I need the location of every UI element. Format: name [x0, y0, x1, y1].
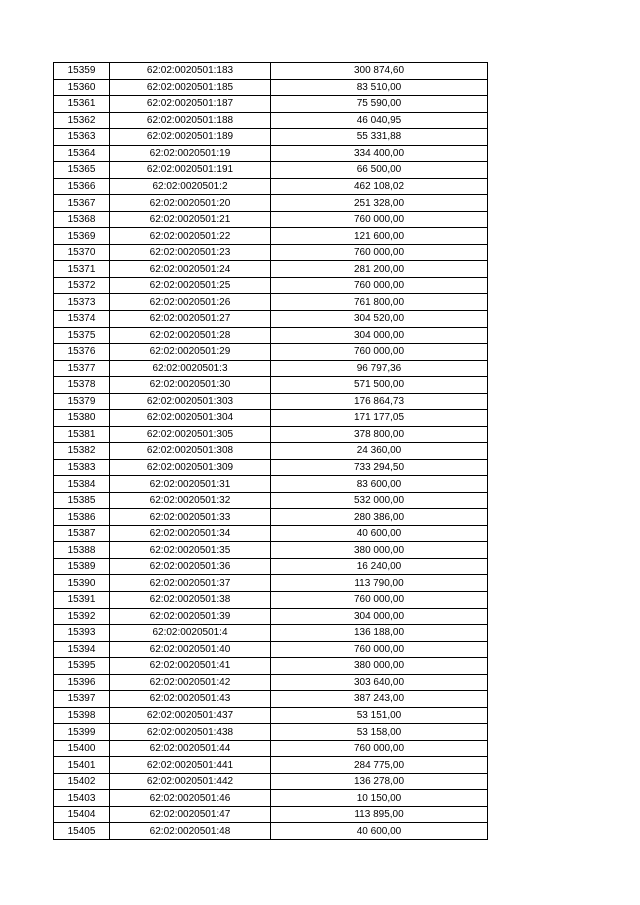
table-row	[54, 806, 488, 823]
table-row	[54, 790, 488, 807]
cadastral-value-cell: 303 640,00	[271, 674, 488, 691]
cadastral-value-cell: 83 510,00	[271, 79, 488, 96]
table-row	[54, 145, 488, 162]
row-number-cell: 15380	[54, 410, 110, 427]
table-row	[54, 244, 488, 261]
table-row	[54, 558, 488, 575]
table-row	[54, 294, 488, 311]
cadastral-number-cell: 62:02:0020501:183	[110, 63, 271, 80]
row-number-cell: 15381	[54, 426, 110, 443]
table-row	[54, 674, 488, 691]
cadastral-value-cell: 75 590,00	[271, 96, 488, 113]
cadastral-number-cell: 62:02:0020501:4	[110, 625, 271, 642]
cadastral-number-cell: 62:02:0020501:34	[110, 525, 271, 542]
cadastral-value-cell: 733 294,50	[271, 459, 488, 476]
row-number-cell: 15368	[54, 211, 110, 228]
row-number-cell: 15374	[54, 310, 110, 327]
cadastral-number-cell: 62:02:0020501:42	[110, 674, 271, 691]
row-number-cell: 15403	[54, 790, 110, 807]
cadastral-number-cell: 62:02:0020501:23	[110, 244, 271, 261]
cadastral-value-cell: 66 500,00	[271, 162, 488, 179]
row-number-cell: 15404	[54, 806, 110, 823]
cadastral-number-cell: 62:02:0020501:308	[110, 443, 271, 460]
cadastral-number-cell: 62:02:0020501:25	[110, 277, 271, 294]
cadastral-value-cell: 55 331,88	[271, 129, 488, 146]
table-row	[54, 691, 488, 708]
table-row	[54, 773, 488, 790]
row-number-cell: 15399	[54, 724, 110, 741]
cadastral-value-cell: 304 520,00	[271, 310, 488, 327]
cadastral-number-cell: 62:02:0020501:35	[110, 542, 271, 559]
cadastral-value-cell: 760 000,00	[271, 641, 488, 658]
table-row	[54, 707, 488, 724]
row-number-cell: 15377	[54, 360, 110, 377]
cadastral-value-cell: 46 040,95	[271, 112, 488, 129]
table-row	[54, 592, 488, 609]
cadastral-value-cell: 121 600,00	[271, 228, 488, 245]
cadastral-number-cell: 62:02:0020501:188	[110, 112, 271, 129]
table-row	[54, 542, 488, 559]
cadastral-number-cell: 62:02:0020501:438	[110, 724, 271, 741]
cadastral-value-cell: 136 278,00	[271, 773, 488, 790]
row-number-cell: 15375	[54, 327, 110, 344]
cadastral-value-cell: 380 000,00	[271, 542, 488, 559]
cadastral-value-table	[53, 62, 488, 840]
row-number-cell: 15394	[54, 641, 110, 658]
cadastral-number-cell: 62:02:0020501:303	[110, 393, 271, 410]
row-number-cell: 15360	[54, 79, 110, 96]
cadastral-value-cell: 40 600,00	[271, 823, 488, 840]
row-number-cell: 15391	[54, 592, 110, 609]
table-row	[54, 509, 488, 526]
cadastral-value-cell: 113 790,00	[271, 575, 488, 592]
row-number-cell: 15402	[54, 773, 110, 790]
cadastral-number-cell: 62:02:0020501:40	[110, 641, 271, 658]
row-number-cell: 15367	[54, 195, 110, 212]
table-row	[54, 459, 488, 476]
row-number-cell: 15392	[54, 608, 110, 625]
table-row	[54, 360, 488, 377]
table-row	[54, 129, 488, 146]
cadastral-value-cell: 380 000,00	[271, 658, 488, 675]
table-row	[54, 575, 488, 592]
cadastral-number-cell: 62:02:0020501:22	[110, 228, 271, 245]
cadastral-value-cell: 40 600,00	[271, 525, 488, 542]
cadastral-value-cell: 760 000,00	[271, 740, 488, 757]
cadastral-number-cell: 62:02:0020501:191	[110, 162, 271, 179]
cadastral-value-cell: 532 000,00	[271, 492, 488, 509]
cadastral-value-cell: 760 000,00	[271, 277, 488, 294]
cadastral-number-cell: 62:02:0020501:19	[110, 145, 271, 162]
cadastral-value-cell: 16 240,00	[271, 558, 488, 575]
cadastral-number-cell: 62:02:0020501:24	[110, 261, 271, 278]
cadastral-number-cell: 62:02:0020501:21	[110, 211, 271, 228]
row-number-cell: 15364	[54, 145, 110, 162]
cadastral-number-cell: 62:02:0020501:442	[110, 773, 271, 790]
cadastral-number-cell: 62:02:0020501:44	[110, 740, 271, 757]
row-number-cell: 15359	[54, 63, 110, 80]
cadastral-number-cell: 62:02:0020501:26	[110, 294, 271, 311]
row-number-cell: 15388	[54, 542, 110, 559]
table-row	[54, 823, 488, 840]
cadastral-value-cell: 761 800,00	[271, 294, 488, 311]
row-number-cell: 15363	[54, 129, 110, 146]
cadastral-number-cell: 62:02:0020501:39	[110, 608, 271, 625]
row-number-cell: 15401	[54, 757, 110, 774]
cadastral-value-cell: 10 150,00	[271, 790, 488, 807]
table-row	[54, 261, 488, 278]
cadastral-number-cell: 62:02:0020501:304	[110, 410, 271, 427]
table-row	[54, 79, 488, 96]
cadastral-number-cell: 62:02:0020501:32	[110, 492, 271, 509]
cadastral-number-cell: 62:02:0020501:37	[110, 575, 271, 592]
table-row	[54, 658, 488, 675]
cadastral-value-cell: 387 243,00	[271, 691, 488, 708]
cadastral-number-cell: 62:02:0020501:31	[110, 476, 271, 493]
table-row	[54, 492, 488, 509]
cadastral-number-cell: 62:02:0020501:189	[110, 129, 271, 146]
table-row	[54, 740, 488, 757]
cadastral-value-cell: 136 188,00	[271, 625, 488, 642]
cadastral-number-cell: 62:02:0020501:41	[110, 658, 271, 675]
row-number-cell: 15405	[54, 823, 110, 840]
table-row	[54, 195, 488, 212]
cadastral-value-cell: 462 108,02	[271, 178, 488, 195]
cadastral-value-cell: 53 158,00	[271, 724, 488, 741]
cadastral-value-cell: 251 328,00	[271, 195, 488, 212]
row-number-cell: 15389	[54, 558, 110, 575]
row-number-cell: 15385	[54, 492, 110, 509]
cadastral-number-cell: 62:02:0020501:20	[110, 195, 271, 212]
table-row	[54, 112, 488, 129]
table-row	[54, 443, 488, 460]
row-number-cell: 15395	[54, 658, 110, 675]
row-number-cell: 15372	[54, 277, 110, 294]
row-number-cell: 15383	[54, 459, 110, 476]
cadastral-value-cell: 24 360,00	[271, 443, 488, 460]
row-number-cell: 15370	[54, 244, 110, 261]
row-number-cell: 15382	[54, 443, 110, 460]
table-row	[54, 625, 488, 642]
cadastral-number-cell: 62:02:0020501:27	[110, 310, 271, 327]
cadastral-number-cell: 62:02:0020501:2	[110, 178, 271, 195]
cadastral-value-cell: 378 800,00	[271, 426, 488, 443]
table-row	[54, 211, 488, 228]
row-number-cell: 15387	[54, 525, 110, 542]
cadastral-number-cell: 62:02:0020501:38	[110, 592, 271, 609]
cadastral-number-cell: 62:02:0020501:305	[110, 426, 271, 443]
row-number-cell: 15396	[54, 674, 110, 691]
row-number-cell: 15378	[54, 377, 110, 394]
row-number-cell: 15361	[54, 96, 110, 113]
cadastral-number-cell: 62:02:0020501:47	[110, 806, 271, 823]
cadastral-value-cell: 280 386,00	[271, 509, 488, 526]
cadastral-value-cell: 760 000,00	[271, 344, 488, 361]
row-number-cell: 15371	[54, 261, 110, 278]
cadastral-number-cell: 62:02:0020501:48	[110, 823, 271, 840]
row-number-cell: 15379	[54, 393, 110, 410]
table-row	[54, 377, 488, 394]
cadastral-value-cell: 760 000,00	[271, 244, 488, 261]
cadastral-number-cell: 62:02:0020501:309	[110, 459, 271, 476]
cadastral-value-cell: 113 895,00	[271, 806, 488, 823]
row-number-cell: 15393	[54, 625, 110, 642]
cadastral-value-cell: 571 500,00	[271, 377, 488, 394]
row-number-cell: 15373	[54, 294, 110, 311]
row-number-cell: 15386	[54, 509, 110, 526]
cadastral-number-cell: 62:02:0020501:437	[110, 707, 271, 724]
cadastral-value-cell: 53 151,00	[271, 707, 488, 724]
cadastral-number-cell: 62:02:0020501:185	[110, 79, 271, 96]
table-row	[54, 228, 488, 245]
table-row	[54, 310, 488, 327]
table-row	[54, 525, 488, 542]
cadastral-value-cell: 760 000,00	[271, 592, 488, 609]
table-row	[54, 757, 488, 774]
cadastral-value-cell: 83 600,00	[271, 476, 488, 493]
table-row	[54, 277, 488, 294]
cadastral-number-cell: 62:02:0020501:187	[110, 96, 271, 113]
row-number-cell: 15390	[54, 575, 110, 592]
table-row	[54, 327, 488, 344]
cadastral-value-cell: 171 177,05	[271, 410, 488, 427]
row-number-cell: 15398	[54, 707, 110, 724]
table-body	[54, 63, 488, 840]
cadastral-value-cell: 304 000,00	[271, 608, 488, 625]
cadastral-value-cell: 334 400,00	[271, 145, 488, 162]
cadastral-number-cell: 62:02:0020501:441	[110, 757, 271, 774]
cadastral-number-cell: 62:02:0020501:30	[110, 377, 271, 394]
table-row	[54, 344, 488, 361]
table-row	[54, 641, 488, 658]
cadastral-value-cell: 304 000,00	[271, 327, 488, 344]
row-number-cell: 15362	[54, 112, 110, 129]
cadastral-value-cell: 760 000,00	[271, 211, 488, 228]
row-number-cell: 15384	[54, 476, 110, 493]
cadastral-number-cell: 62:02:0020501:29	[110, 344, 271, 361]
table-row	[54, 393, 488, 410]
table-row	[54, 96, 488, 113]
cadastral-number-cell: 62:02:0020501:33	[110, 509, 271, 526]
table-row	[54, 724, 488, 741]
table-row	[54, 410, 488, 427]
row-number-cell: 15366	[54, 178, 110, 195]
table-row	[54, 162, 488, 179]
row-number-cell: 15376	[54, 344, 110, 361]
cadastral-number-cell: 62:02:0020501:3	[110, 360, 271, 377]
cadastral-number-cell: 62:02:0020501:46	[110, 790, 271, 807]
cadastral-value-cell: 284 775,00	[271, 757, 488, 774]
table-row	[54, 608, 488, 625]
row-number-cell: 15397	[54, 691, 110, 708]
row-number-cell: 15365	[54, 162, 110, 179]
cadastral-value-cell: 300 874,60	[271, 63, 488, 80]
table-row	[54, 426, 488, 443]
cadastral-number-cell: 62:02:0020501:43	[110, 691, 271, 708]
table-row	[54, 476, 488, 493]
row-number-cell: 15369	[54, 228, 110, 245]
cadastral-value-cell: 281 200,00	[271, 261, 488, 278]
table-row	[54, 63, 488, 80]
cadastral-value-cell: 176 864,73	[271, 393, 488, 410]
table-row	[54, 178, 488, 195]
cadastral-number-cell: 62:02:0020501:28	[110, 327, 271, 344]
cadastral-number-cell: 62:02:0020501:36	[110, 558, 271, 575]
cadastral-value-cell: 96 797,36	[271, 360, 488, 377]
row-number-cell: 15400	[54, 740, 110, 757]
